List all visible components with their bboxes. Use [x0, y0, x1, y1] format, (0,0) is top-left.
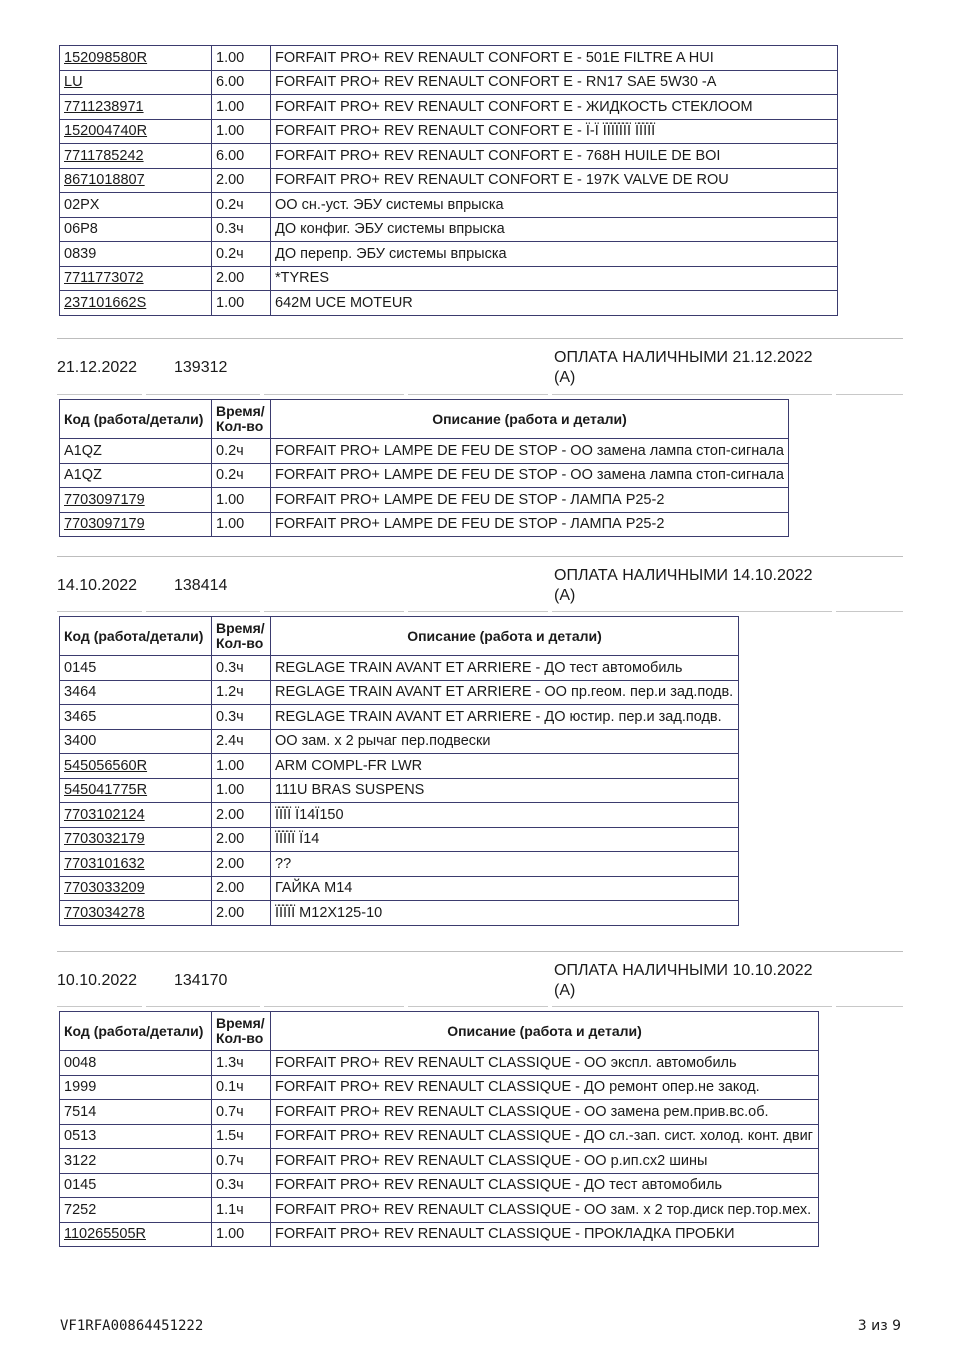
part-number-link[interactable]: 545041775R	[60, 778, 212, 803]
cell-description: FORFAIT PRO+ REV RENAULT CONFORT E - 197K VALVE DE ROU	[271, 168, 838, 193]
table-row	[60, 1198, 819, 1223]
table-row	[60, 512, 789, 537]
cell-code: 0145	[60, 1173, 212, 1198]
vin-number: VF1RFA00864451222	[60, 1318, 204, 1334]
payment-method: ОПЛАТА НАЛИЧНЫМИ 14.10.2022	[554, 567, 813, 584]
cell-description: FORFAIT PRO+ REV RENAULT CLASSIQUE - ОО замена рем.прив.вс.об.	[271, 1100, 819, 1125]
table-row	[60, 242, 838, 267]
cell-quantity: 6.00	[212, 144, 271, 169]
table-body	[60, 656, 739, 926]
cell-quantity: 2.00	[212, 266, 271, 291]
cell-code: 3122	[60, 1149, 212, 1174]
order-header	[57, 338, 903, 396]
table-row	[60, 1100, 819, 1125]
table-row	[60, 852, 739, 877]
table-body	[60, 1051, 819, 1247]
cell-description: ÏÏÏÏ Ï14Ï150	[271, 803, 739, 828]
page-number: 3 из 9	[857, 1318, 901, 1334]
table-row	[60, 119, 838, 144]
table-header	[60, 400, 789, 439]
col-header-code: Код (работа/детали)	[60, 400, 212, 439]
payment-code: (A)	[554, 369, 576, 386]
cell-description: FORFAIT PRO+ REV RENAULT CONFORT E - 501E FILTRE A HUI	[271, 46, 838, 71]
table-row	[60, 46, 838, 71]
part-number-link[interactable]: 7703102124	[60, 803, 212, 828]
part-number-link[interactable]: 7703034278	[60, 901, 212, 926]
cell-description: FORFAIT PRO+ LAMPE DE FEU DE STOP - ЛАМПА P25-2	[271, 488, 789, 513]
cell-code: 0048	[60, 1051, 212, 1076]
cell-quantity: 1.00	[212, 291, 271, 316]
part-number-link[interactable]: 8671018807	[60, 168, 212, 193]
cell-description: ARM COMPL-FR LWR	[271, 754, 739, 779]
table-row	[60, 1075, 819, 1100]
cell-quantity: 0.2ч	[212, 439, 271, 464]
payment-info	[554, 566, 854, 606]
part-number-link[interactable]: 152004740R	[60, 119, 212, 144]
cell-quantity: 0.3ч	[212, 1173, 271, 1198]
table-row	[60, 95, 838, 120]
table-body	[60, 439, 789, 537]
cell-quantity: 0.2ч	[212, 463, 271, 488]
cell-quantity: 0.1ч	[212, 1075, 271, 1100]
cell-quantity: 0.3ч	[212, 705, 271, 730]
cell-description: ГАЙКА М14	[271, 876, 739, 901]
cell-code: 7514	[60, 1100, 212, 1125]
part-number-link[interactable]: 110265505R	[60, 1222, 212, 1247]
cell-description: REGLAGE TRAIN AVANT ET ARRIERE - ОО пр.геом. пер.и зад.подв.	[271, 680, 739, 705]
col-header-time: Время/ Кол-во	[212, 1012, 271, 1051]
payment-method: ОПЛАТА НАЛИЧНЫМИ 10.10.2022	[554, 962, 813, 979]
table-row	[60, 439, 789, 464]
cell-quantity: 0.3ч	[212, 217, 271, 242]
cell-quantity: 1.00	[212, 512, 271, 537]
cell-description: FORFAIT PRO+ REV RENAULT CLASSIQUE - ОО р.ип.сх2 шины	[271, 1149, 819, 1174]
cell-quantity: 2.00	[212, 876, 271, 901]
cell-quantity: 1.00	[212, 46, 271, 71]
table-header	[60, 617, 739, 656]
cell-quantity: 2.00	[212, 827, 271, 852]
part-number-link[interactable]: 152098580R	[60, 46, 212, 71]
cell-description: ДО конфиг. ЭБУ системы впрыска	[271, 217, 838, 242]
order-date: 21.12.2022	[57, 359, 138, 376]
cell-quantity: 1.00	[212, 778, 271, 803]
payment-method: ОПЛАТА НАЛИЧНЫМИ 21.12.2022	[554, 349, 813, 366]
cell-quantity: 1.00	[212, 95, 271, 120]
parts-table-continued	[59, 45, 838, 316]
cell-quantity: 2.00	[212, 901, 271, 926]
cell-description: REGLAGE TRAIN AVANT ET ARRIERE - ДО юстир. пер.и зад.подв.	[271, 705, 739, 730]
cell-quantity: 6.00	[212, 70, 271, 95]
table-row	[60, 1051, 819, 1076]
table-row	[60, 754, 739, 779]
table-row	[60, 656, 739, 681]
cell-description: FORFAIT PRO+ REV RENAULT CONFORT E - RN17 SAE 5W30 -A	[271, 70, 838, 95]
table-row	[60, 168, 838, 193]
table-row	[60, 803, 739, 828]
col-header-time: Время/ Кол-во	[212, 400, 271, 439]
cell-description: FORFAIT PRO+ REV RENAULT CLASSIQUE - ОО зам. х 2 тор.диск пер.тор.мех.	[271, 1198, 819, 1223]
cell-quantity: 2.4ч	[212, 729, 271, 754]
cell-code: 0145	[60, 656, 212, 681]
cell-description: *TYRES	[271, 266, 838, 291]
cell-description: 111U BRAS SUSPENS	[271, 778, 739, 803]
table-row	[60, 1124, 819, 1149]
table-row	[60, 778, 739, 803]
order-number: 134170	[174, 972, 228, 989]
cell-description: ОО зам. х 2 рычаг пер.подвески	[271, 729, 739, 754]
cell-quantity: 0.7ч	[212, 1149, 271, 1174]
cell-quantity: 1.00	[212, 488, 271, 513]
cell-quantity: 2.00	[212, 168, 271, 193]
cell-description: REGLAGE TRAIN AVANT ET ARRIERE - ДО тест автомобиль	[271, 656, 739, 681]
table-row	[60, 144, 838, 169]
col-header-time: Время/ Кол-во	[212, 617, 271, 656]
cell-code: 06P8	[60, 217, 212, 242]
cell-quantity: 1.5ч	[212, 1124, 271, 1149]
order-header	[57, 556, 903, 614]
table-row	[60, 876, 739, 901]
cell-quantity: 0.2ч	[212, 193, 271, 218]
order-table	[59, 1011, 819, 1247]
table-row	[60, 217, 838, 242]
cell-code: 7252	[60, 1198, 212, 1223]
cell-description: ÏÏÏÏÏ Ï14	[271, 827, 739, 852]
cell-description: 642M UCE MOTEUR	[271, 291, 838, 316]
table-row	[60, 827, 739, 852]
table-row	[60, 1173, 819, 1198]
cell-code: A1QZ	[60, 463, 212, 488]
cell-code: 02PX	[60, 193, 212, 218]
col-header-code: Код (работа/детали)	[60, 1012, 212, 1051]
table-row	[60, 266, 838, 291]
part-number-link[interactable]: LU	[60, 70, 212, 95]
payment-code: (A)	[554, 587, 576, 604]
part-number-link[interactable]: 7703032179	[60, 827, 212, 852]
table-row	[60, 463, 789, 488]
cell-description: FORFAIT PRO+ REV RENAULT CLASSIQUE - ОО экспл. автомобиль	[271, 1051, 819, 1076]
cell-description: ОО сн.-уст. ЭБУ системы впрыска	[271, 193, 838, 218]
cell-quantity: 1.00	[212, 119, 271, 144]
part-number-link[interactable]: 7703097179	[60, 512, 212, 537]
cell-quantity: 0.7ч	[212, 1100, 271, 1125]
table-row	[60, 729, 739, 754]
cell-quantity: 1.1ч	[212, 1198, 271, 1223]
cell-code: 1999	[60, 1075, 212, 1100]
payment-code: (A)	[554, 982, 576, 999]
order-table	[59, 399, 789, 537]
cell-description: FORFAIT PRO+ REV RENAULT CONFORT E - ЖИДКОСТЬ СТЕКЛООМ	[271, 95, 838, 120]
part-number-link[interactable]: 7711785242	[60, 144, 212, 169]
table-body	[60, 46, 838, 316]
cell-description: ??	[271, 852, 739, 877]
cell-description: FORFAIT PRO+ REV RENAULT CLASSIQUE - ДО сл.-зап. сист. холод. конт. двиг	[271, 1124, 819, 1149]
cell-quantity: 2.00	[212, 852, 271, 877]
col-header-description: Описание (работа и детали)	[271, 617, 739, 656]
cell-description: ÏÏÏÏÏ M12X125-10	[271, 901, 739, 926]
cell-description: FORFAIT PRO+ REV RENAULT CONFORT E - 768H HUILE DE BOI	[271, 144, 838, 169]
part-number-link[interactable]: 7703101632	[60, 852, 212, 877]
cell-description: FORFAIT PRO+ LAMPE DE FEU DE STOP - ЛАМПА P25-2	[271, 512, 789, 537]
cell-description: FORFAIT PRO+ LAMPE DE FEU DE STOP - ОО замена лампа стоп-сигнала	[271, 463, 789, 488]
order-number: 138414	[174, 577, 228, 594]
part-number-link[interactable]: 7703097179	[60, 488, 212, 513]
table-row	[60, 1149, 819, 1174]
col-header-code: Код (работа/детали)	[60, 617, 212, 656]
order-number: 139312	[174, 359, 228, 376]
cell-description: FORFAIT PRO+ REV RENAULT CLASSIQUE - ДО ремонт опер.не закод.	[271, 1075, 819, 1100]
cell-quantity: 1.2ч	[212, 680, 271, 705]
cell-quantity: 0.3ч	[212, 656, 271, 681]
cell-code: 0513	[60, 1124, 212, 1149]
cell-code: A1QZ	[60, 439, 212, 464]
table-row	[60, 1222, 819, 1247]
col-header-description: Описание (работа и детали)	[271, 400, 789, 439]
cell-quantity: 2.00	[212, 803, 271, 828]
table-row	[60, 705, 739, 730]
cell-description: ДО перепр. ЭБУ системы впрыска	[271, 242, 838, 267]
cell-quantity: 1.3ч	[212, 1051, 271, 1076]
order-header	[57, 951, 903, 1009]
order-date: 10.10.2022	[57, 972, 138, 989]
table-row	[60, 488, 789, 513]
cell-description: FORFAIT PRO+ REV RENAULT CONFORT E - Ï-Ï ÏÏÏÏÏÏÏ ÏÏÏÏÏ	[271, 119, 838, 144]
cell-quantity: 1.00	[212, 754, 271, 779]
order-date: 14.10.2022	[57, 577, 138, 594]
table-row	[60, 680, 739, 705]
cell-quantity: 1.00	[212, 1222, 271, 1247]
part-number-link[interactable]: 7703033209	[60, 876, 212, 901]
cell-description: FORFAIT PRO+ REV RENAULT CLASSIQUE - ПРОКЛАДКА ПРОБКИ	[271, 1222, 819, 1247]
cell-description: FORFAIT PRO+ REV RENAULT CLASSIQUE - ДО тест автомобиль	[271, 1173, 819, 1198]
cell-code: 3464	[60, 680, 212, 705]
table-header	[60, 1012, 819, 1051]
cell-code: 0839	[60, 242, 212, 267]
cell-description: FORFAIT PRO+ LAMPE DE FEU DE STOP - ОО замена лампа стоп-сигнала	[271, 439, 789, 464]
part-number-link[interactable]: 545056560R	[60, 754, 212, 779]
table-row	[60, 901, 739, 926]
table-row	[60, 193, 838, 218]
cell-quantity: 0.2ч	[212, 242, 271, 267]
order-table	[59, 616, 739, 926]
payment-info	[554, 348, 854, 388]
col-header-description: Описание (работа и детали)	[271, 1012, 819, 1051]
table-row	[60, 70, 838, 95]
cell-code: 3400	[60, 729, 212, 754]
cell-code: 3465	[60, 705, 212, 730]
part-number-link[interactable]: 7711238971	[60, 95, 212, 120]
payment-info	[554, 961, 854, 1001]
part-number-link[interactable]: 7711773072	[60, 266, 212, 291]
part-number-link[interactable]: 237101662S	[60, 291, 212, 316]
table-row	[60, 291, 838, 316]
